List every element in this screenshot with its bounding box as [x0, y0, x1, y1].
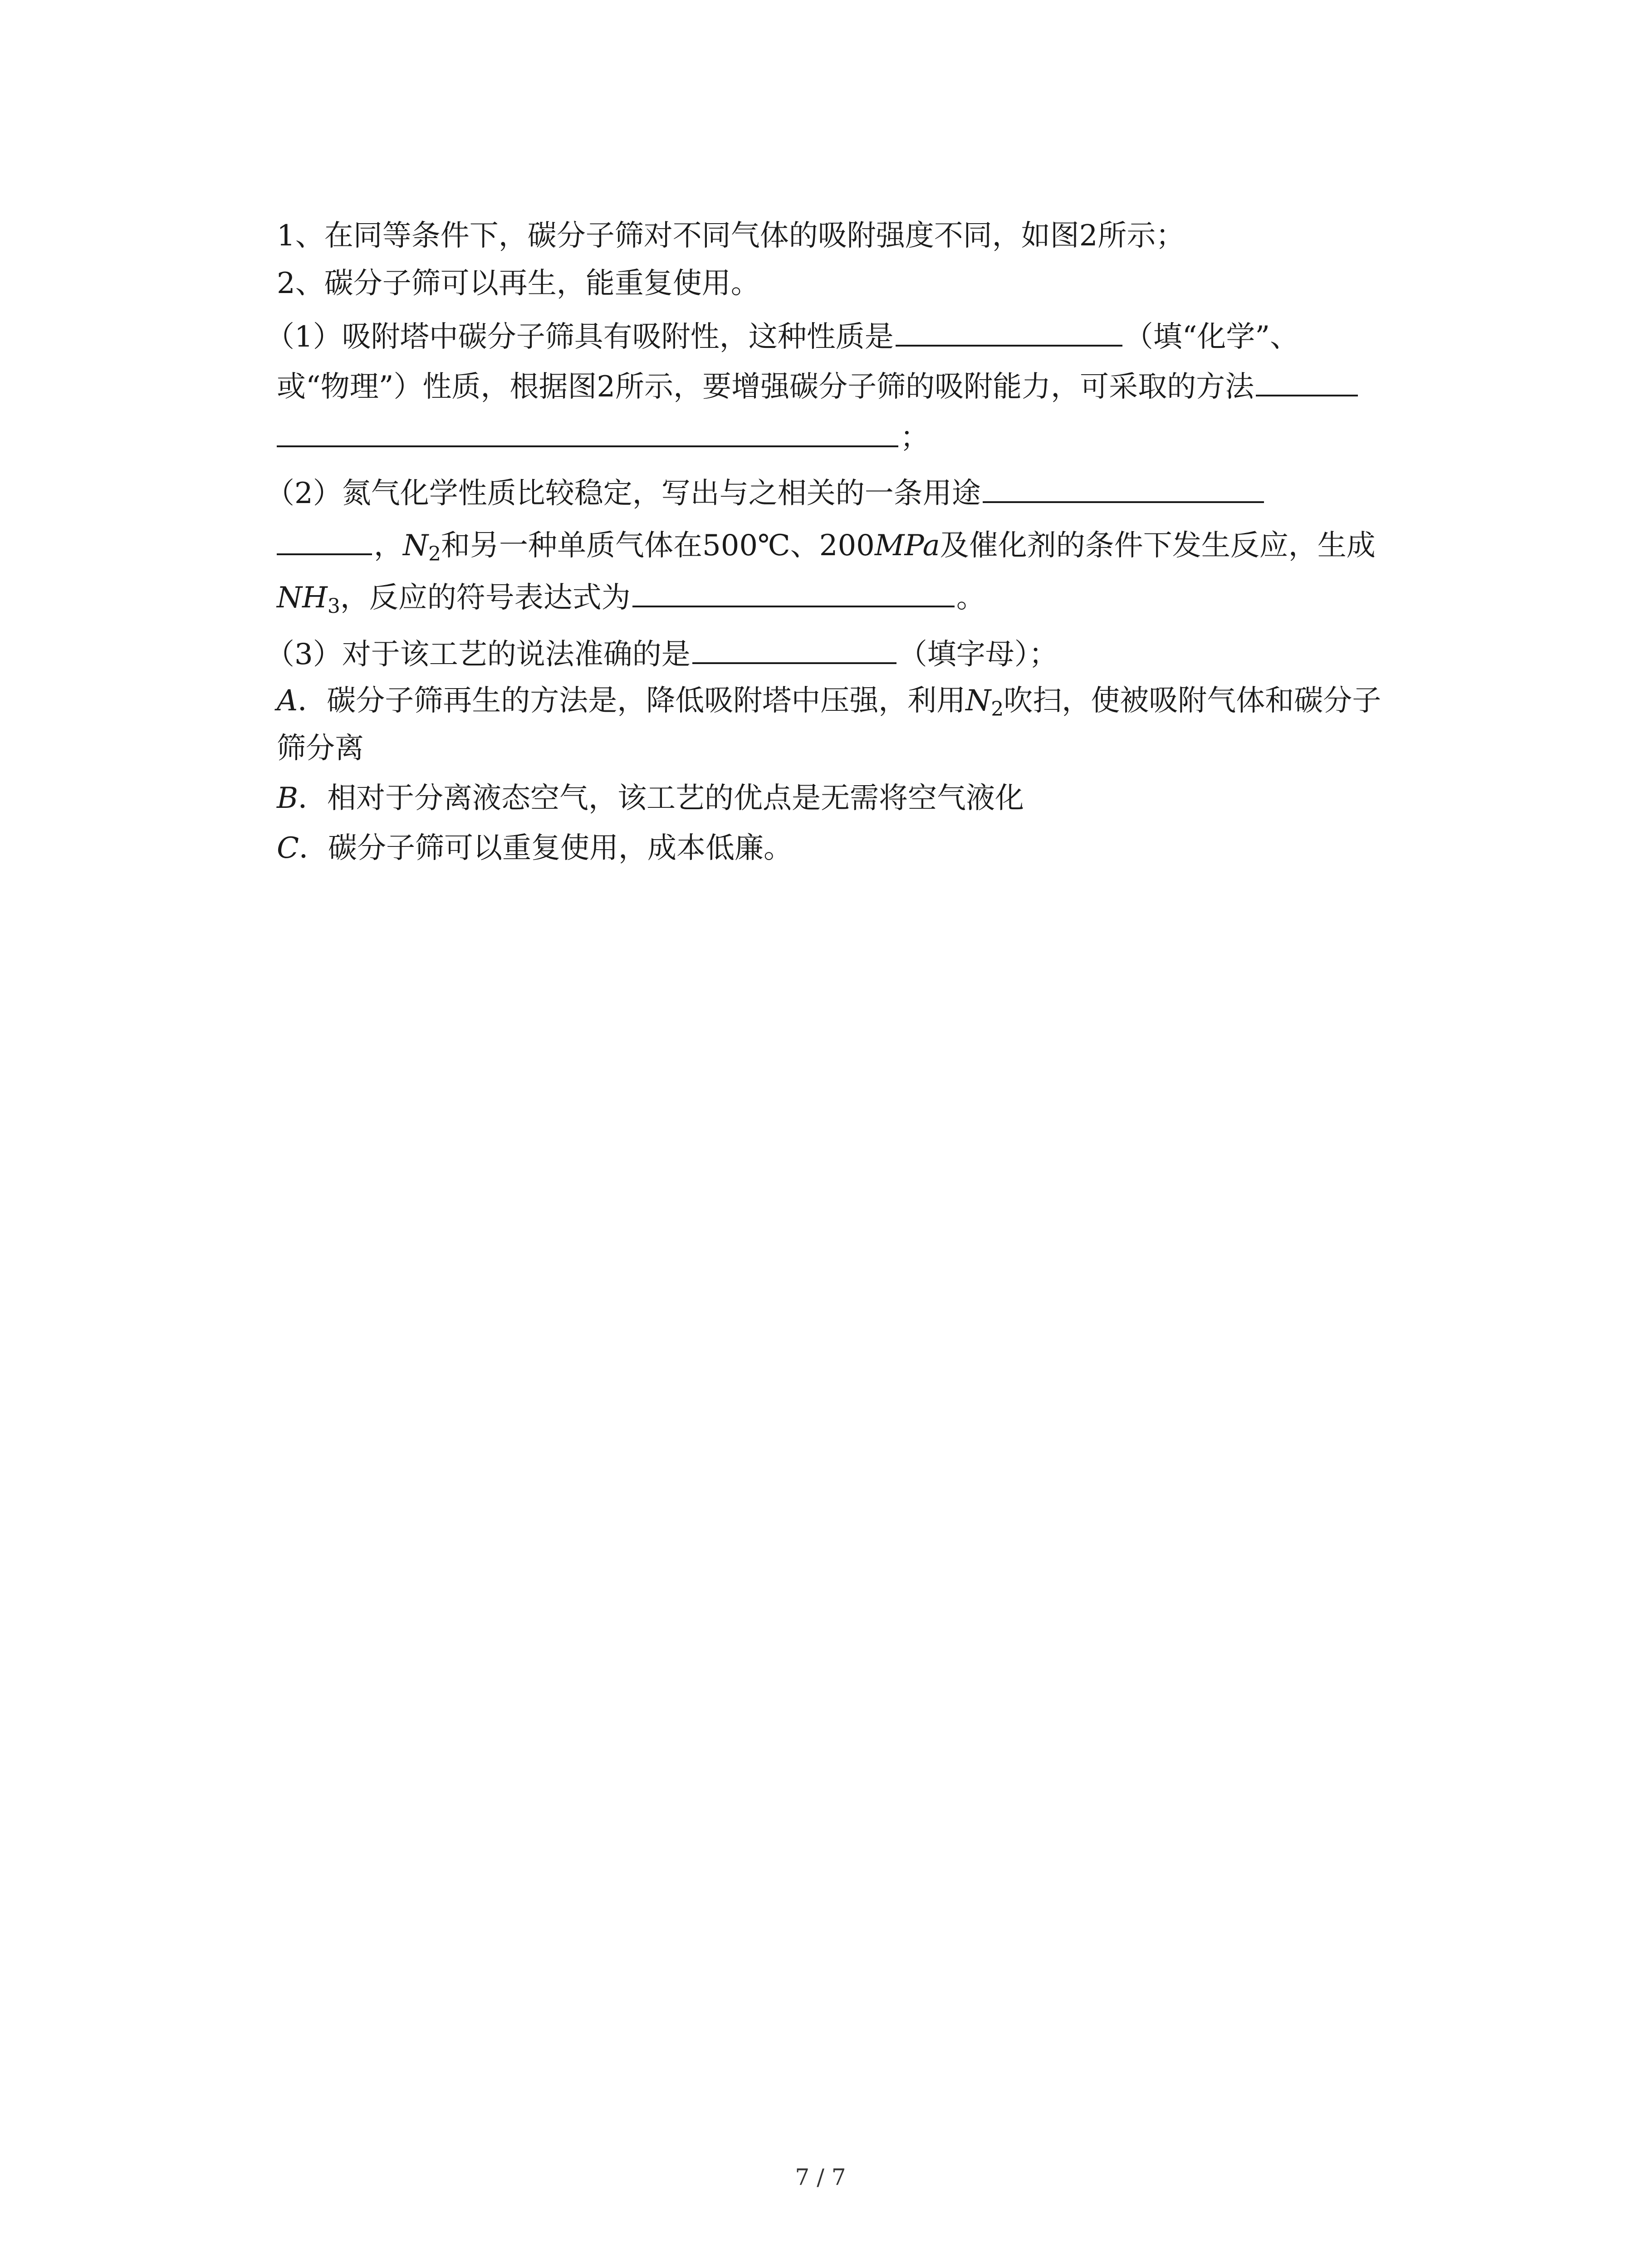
- question-2-line-3: [277, 574, 985, 618]
- answer-blank-2a[interactable]: [1256, 363, 1358, 396]
- question-1-stem: （1）吸附塔中碳分子筛具有吸附性，这种性质是: [265, 320, 894, 354]
- question-3-stem: [265, 631, 1058, 671]
- nh3-subscript: 3: [327, 595, 340, 618]
- answer-blank-4[interactable]: [632, 574, 955, 607]
- note-1: 1、在同等条件下，碳分子筛对不同气体的吸附强度不同，如图2所示；: [277, 219, 1185, 253]
- option-b-text: ．相对于分离液态空气，该工艺的优点是无需将空气液化: [298, 782, 1024, 815]
- n2-subscript: 2: [428, 543, 441, 566]
- option-a-n2-subscript: 2: [991, 698, 1004, 721]
- question-1-hint: （填“化学”、: [1124, 320, 1299, 354]
- note-2: 2、碳分子筛可以再生，能重复使用。: [277, 267, 760, 300]
- reaction-tail-text: 及催化剂的条件下发生反应，生成: [940, 529, 1376, 562]
- comma: ，: [374, 529, 403, 562]
- question-3-hint: （填字母）；: [898, 638, 1058, 671]
- answer-blank-3a[interactable]: [983, 469, 1264, 503]
- answer-blank-2b[interactable]: [277, 414, 898, 447]
- option-a-text-2: 吹扫，使被吸附气体和碳分子: [1004, 684, 1381, 718]
- pressure-unit: MPa: [874, 529, 940, 562]
- option-a-text-1: ．碳分子筛再生的方法是，降低吸附塔中压强，利用: [298, 684, 966, 718]
- nh3-formula: NH: [277, 581, 328, 615]
- question-1-line-3: [277, 414, 929, 455]
- option-c: [277, 828, 793, 869]
- equation-prompt: ，反应的符号表达式为: [340, 581, 631, 615]
- question-1-end: ；: [900, 421, 929, 455]
- question-1-line-1: [265, 313, 1299, 354]
- question-3-text: （3）对于该工艺的说法准确的是: [265, 638, 691, 671]
- option-c-letter: C: [277, 831, 299, 865]
- option-a-line-1: [277, 680, 1381, 721]
- answer-blank-1[interactable]: [896, 313, 1122, 347]
- option-b: [277, 778, 1024, 819]
- option-a-n2-formula: N: [965, 684, 991, 718]
- reaction-condition-text: 和另一种单质气体在500℃、200: [441, 529, 875, 562]
- n2-formula: N: [403, 529, 428, 562]
- question-2-line-1: [265, 469, 1266, 510]
- option-a-line-2: 筛分离: [277, 732, 364, 765]
- answer-blank-3b[interactable]: [277, 522, 372, 555]
- question-1-method-text: 或“物理”）性质，根据图2所示，要增强碳分子筛的吸附能力，可采取的方法: [277, 370, 1254, 404]
- answer-blank-5[interactable]: [692, 631, 896, 664]
- option-b-letter: B: [277, 782, 299, 815]
- question-1-line-2: [277, 363, 1360, 404]
- option-c-text: ．碳分子筛可以重复使用，成本低廉。: [299, 831, 793, 865]
- question-2-stem: （2）氮气化学性质比较稳定，写出与之相关的一条用途: [265, 477, 981, 510]
- page-number: 7 / 7: [795, 2164, 846, 2190]
- question-2-line-2: [277, 522, 1376, 566]
- option-a-letter: A: [277, 684, 298, 718]
- period: 。: [956, 581, 985, 615]
